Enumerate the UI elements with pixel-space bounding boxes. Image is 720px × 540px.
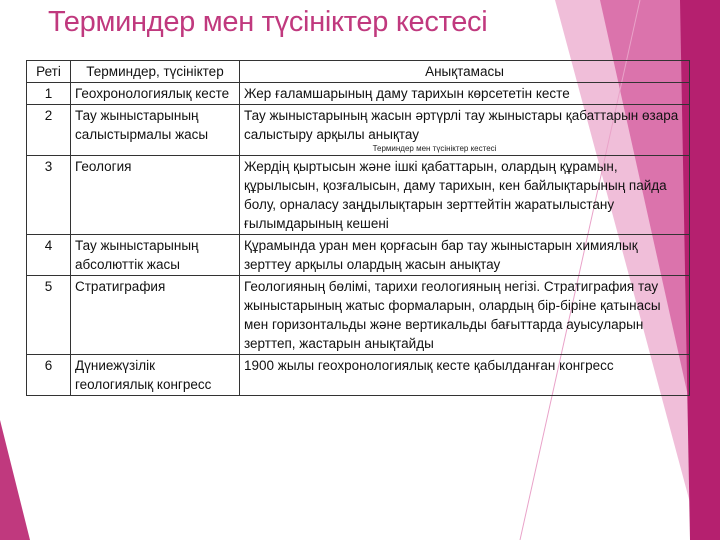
row-number: 2 (44, 108, 53, 123)
table-row (27, 83, 690, 105)
row-number-cell (27, 105, 71, 156)
row-term: Тау жыныстарының салыстырмалы жасы (75, 108, 209, 142)
row-term-cell (71, 105, 240, 156)
row-term-cell (71, 276, 240, 355)
row-term: Дүниежүзілік геологиялық конгресс (75, 358, 212, 392)
header-term: Терминдер, түсініктер (71, 61, 240, 83)
row-definition-cell (240, 83, 690, 105)
row-term-cell (71, 355, 240, 396)
row-definition: Құрамында уран мен қорғасын бар тау жыныстарын химиялық зерттеу арқылы олардың жасын анықтау (244, 238, 638, 272)
row-definition-cell (240, 276, 690, 355)
table-row (27, 235, 690, 276)
row-term-cell (71, 235, 240, 276)
table-row (27, 156, 690, 235)
row-definition-cell (240, 156, 690, 235)
row-number: 1 (44, 86, 53, 101)
row-term-cell (71, 83, 240, 105)
row-term: Геология (75, 159, 132, 174)
row-definition: Жер ғаламшарының даму тарихын көрсететін кесте (244, 86, 570, 101)
row-definition: 1900 жылы геохронологиялық кесте қабылданған конгресс (244, 358, 614, 373)
row-number: 6 (44, 358, 53, 373)
row-number: 3 (44, 159, 53, 174)
watermark-text: Терминдер мен түсініктер кестесі (372, 144, 497, 153)
row-definition-cell (240, 105, 690, 156)
row-definition: Жердің қыртысын және ішкі қабаттарын, олардың құрамын, құрылысын, қозғалысын, даму тарихын, кен байлықтарының пайда болу, орналасу заңдылықтарын зерттейтін жаратылыстану ғылымдарының кешені (244, 159, 667, 231)
terms-table (26, 60, 690, 396)
row-number-cell (27, 235, 71, 276)
row-term: Геохронологиялық кесте (75, 86, 230, 101)
row-number-cell (27, 156, 71, 235)
row-definition: Тау жыныстарының жасын әртүрлі тау жыныстары қабаттарын өзара салыстыру арқылы анықтау (244, 108, 679, 142)
row-term: Стратиграфия (75, 279, 166, 294)
table-row (27, 355, 690, 396)
table-row (27, 105, 690, 156)
header-order: Реті (27, 61, 71, 83)
row-number: 5 (44, 279, 53, 294)
row-definition: Геологияның бөлімі, тарихи геологияның негізі. Стратиграфия тау жыныстарының жатыс формаларын, олардың бір-біріне қатынасы мен горизонтальды және вертикальды бағыттарда ауысуларын зерттеп, жастарын анықтайды (244, 279, 661, 351)
row-number-cell (27, 355, 71, 396)
row-number-cell (27, 276, 71, 355)
row-definition-cell (240, 235, 690, 276)
row-term: Тау жыныстарының абсолюттік жасы (75, 238, 199, 272)
header-definition: Анықтамасы (240, 61, 690, 83)
row-term-cell (71, 156, 240, 235)
page-title: Терминдер мен түсініктер кестесі (48, 6, 488, 38)
table-header (27, 61, 690, 83)
row-number: 4 (44, 238, 53, 253)
table-row (27, 276, 690, 355)
row-number-cell (27, 83, 71, 105)
row-definition-cell (240, 355, 690, 396)
